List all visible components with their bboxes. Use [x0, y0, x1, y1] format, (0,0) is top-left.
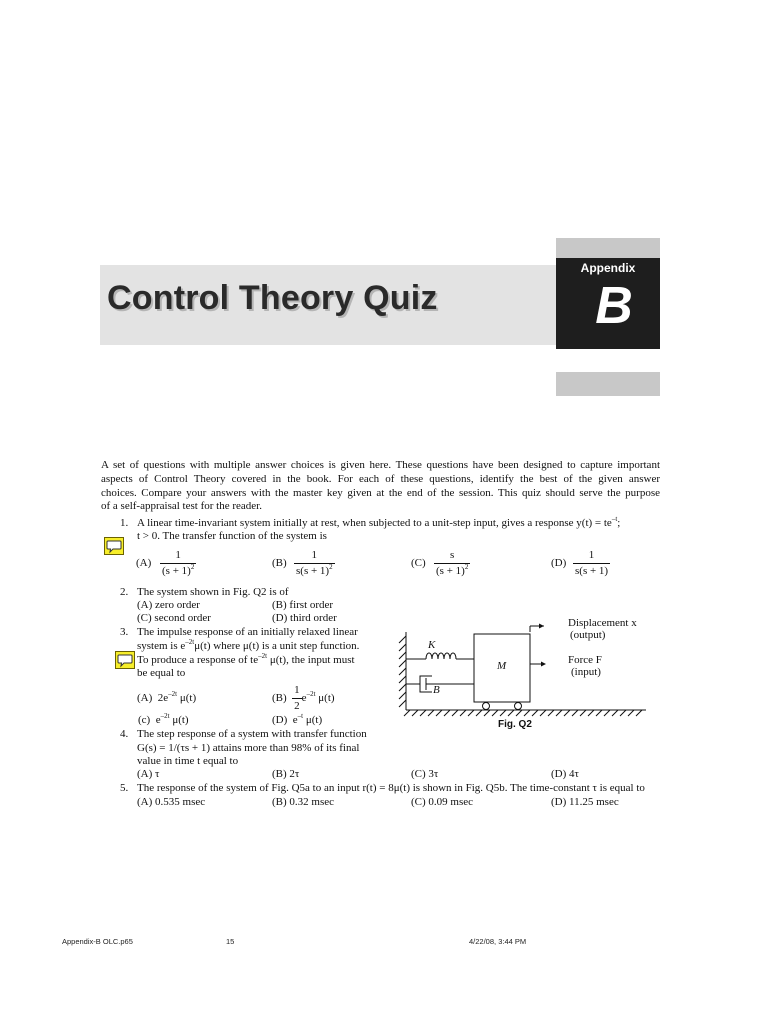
q3-c-sup: –2t	[160, 712, 170, 720]
q3-a-term: 2e	[157, 692, 169, 704]
q3-line-3	[137, 654, 355, 668]
q2-option-c: (C) second order	[137, 612, 211, 624]
figure-caption: Fig. Q2	[498, 719, 532, 730]
appendix-top-bar	[556, 238, 660, 258]
q3-line-1: The impulse response of an initially relaxed linear	[137, 626, 358, 638]
q2-option-a: (A) zero order	[137, 599, 200, 611]
q1-text-line-1	[137, 517, 620, 531]
q4-option-b: (B) 2τ	[272, 768, 300, 780]
q1-option-a	[160, 549, 196, 579]
q3-a-sup: –2t	[168, 690, 178, 698]
q3-a-tail: μ(t)	[177, 692, 197, 704]
displacement-arrow-head	[539, 624, 544, 629]
q4-line-1: The step response of a system with transfer function	[137, 728, 367, 740]
q1-text-sup: –t	[611, 515, 618, 523]
q3-d-sup: –t	[297, 712, 304, 720]
comment-icon[interactable]	[115, 651, 135, 669]
q3-b-sup: –2t	[306, 689, 316, 698]
q3-line-3a: To produce a response of te	[137, 654, 259, 666]
footer-file: Appendix-B OLC.p65	[62, 937, 133, 946]
q4-option-d: (D) 4τ	[551, 768, 579, 780]
force-label: Force F	[568, 654, 602, 666]
q1-option-b	[294, 549, 335, 579]
appendix-bottom-bar	[556, 372, 660, 396]
appendix-letter: B	[595, 277, 633, 335]
q1-option-a-label: (A)	[136, 557, 152, 569]
q2-option-b: (B) first order	[272, 599, 334, 611]
q1-a-numerator: 1	[175, 549, 181, 561]
q3-option-a	[137, 692, 196, 706]
q1-text-main: A linear time-invariant system initially at rest, when subjected to a unit-step input, gives a response y(t) = te	[137, 517, 612, 529]
ground-hatch	[404, 710, 642, 716]
q5-option-d: (D) 11.25 msec	[551, 796, 619, 808]
q3-d-tail: μ(t)	[303, 714, 323, 726]
q3-line-2a: system is e	[137, 640, 186, 652]
q1-option-c-label: (C)	[411, 557, 426, 569]
q3-line-4: be equal to	[137, 667, 186, 679]
q3-d-label: (D)	[272, 714, 288, 726]
q1-option-c	[434, 549, 470, 579]
wheel-right	[515, 703, 522, 710]
input-label: (input)	[571, 666, 601, 678]
footer-page: 15	[226, 937, 235, 946]
q1-b-denominator: s(s + 1)	[296, 564, 330, 577]
q2-number: 2.	[120, 586, 129, 598]
q5-option-a: (A) 0.535 msec	[137, 796, 206, 808]
q3-b-tail: μ(t)	[315, 691, 335, 704]
mass-label: M	[497, 660, 507, 672]
q1-d-numerator: 1	[588, 549, 595, 561]
q5-option-b: (B) 0.32 msec	[272, 796, 335, 808]
q2-text: The system shown in Fig. Q2 is of	[137, 586, 289, 598]
q3-c-label: (c)	[138, 714, 151, 726]
q4-line-2: G(s) = 1/(τs + 1) attains more than 98% of its final	[137, 742, 360, 754]
q5-number: 5.	[120, 782, 129, 794]
q1-option-d	[573, 549, 610, 579]
q1-text-end: ;	[617, 517, 621, 529]
force-arrow-head	[541, 662, 546, 667]
intro-line-3: choices. Compare your answers with the master key given at the end of the session. This quiz should serve the purpose	[101, 487, 660, 499]
q3-line-2-sup: –2t	[185, 638, 195, 646]
q4-option-c: (C) 3τ	[411, 768, 439, 780]
q3-option-d	[272, 714, 322, 728]
q1-text-line-2: t > 0. The transfer function of the system is	[137, 530, 327, 542]
wheel-left	[483, 703, 490, 710]
q3-c-term: e	[155, 714, 161, 726]
output-label: (output)	[570, 629, 606, 641]
q1-a-exponent: 2	[190, 562, 195, 571]
wall-hatch	[399, 636, 406, 707]
intro-line-2: aspects of Control Theory covered in the book. For each of these questions, identify the best of the given answer	[101, 473, 660, 485]
q4-option-a: (A) τ	[137, 768, 160, 780]
q3-option-c	[138, 714, 189, 728]
spring-label: K	[428, 639, 436, 651]
q3-b-label: (B)	[272, 691, 287, 704]
displacement-label: Displacement x	[568, 617, 637, 629]
intro-line-4: of a self-appraisal test for the reader.	[101, 500, 262, 512]
q1-d-denominator: s(s + 1)	[575, 564, 609, 577]
q1-c-numerator: s	[450, 549, 455, 561]
q3-number: 3.	[120, 626, 129, 638]
q2-option-d: (D) third order	[272, 612, 337, 624]
q3-b-term: e	[301, 691, 307, 704]
footer-date: 4/22/08, 3:44 PM	[469, 937, 527, 946]
q4-line-3: value in time t equal to	[137, 755, 239, 767]
q3-line-3-sup: –2t	[258, 652, 268, 660]
q3-b-numerator: 1	[294, 684, 300, 696]
q3-d-term: e	[292, 714, 298, 726]
intro-line-1: A set of questions with multiple answer choices is given here. These questions have been designed to capture important	[101, 459, 660, 471]
q3-a-label: (A)	[137, 692, 153, 704]
q3-line-3b: μ(t), the input must	[267, 654, 355, 666]
q3-line-2b: μ(t) where μ(t) is a unit step function.	[194, 640, 360, 652]
q1-number: 1.	[120, 517, 129, 529]
page-title: Control Theory Quiz	[107, 279, 438, 317]
q3-c-tail: μ(t)	[169, 714, 189, 726]
q3-line-2	[137, 640, 359, 654]
q1-option-d-label: (D)	[551, 557, 567, 569]
q5-text: The response of the system of Fig. Q5a to an input r(t) = 8μ(t) is shown in Fig. Q5b. The time-constant τ is equal to	[137, 782, 645, 794]
q3-b-denominator: 2	[294, 699, 300, 712]
q1-b-exponent: 2	[329, 562, 333, 571]
q1-c-exponent: 2	[464, 562, 469, 571]
comment-icon[interactable]	[104, 537, 124, 555]
appendix-label: Appendix	[580, 261, 636, 275]
damper-label: B	[433, 684, 440, 696]
q1-option-b-label: (B)	[272, 557, 287, 569]
q5-option-c: (C) 0.09 msec	[411, 796, 474, 808]
q1-b-numerator: 1	[311, 549, 318, 561]
q1-c-denominator: (s + 1)	[436, 564, 465, 577]
q4-number: 4.	[120, 728, 129, 740]
spring-coil	[426, 653, 456, 659]
q1-a-denominator: (s + 1)	[162, 564, 191, 577]
q3-option-b	[272, 684, 335, 714]
